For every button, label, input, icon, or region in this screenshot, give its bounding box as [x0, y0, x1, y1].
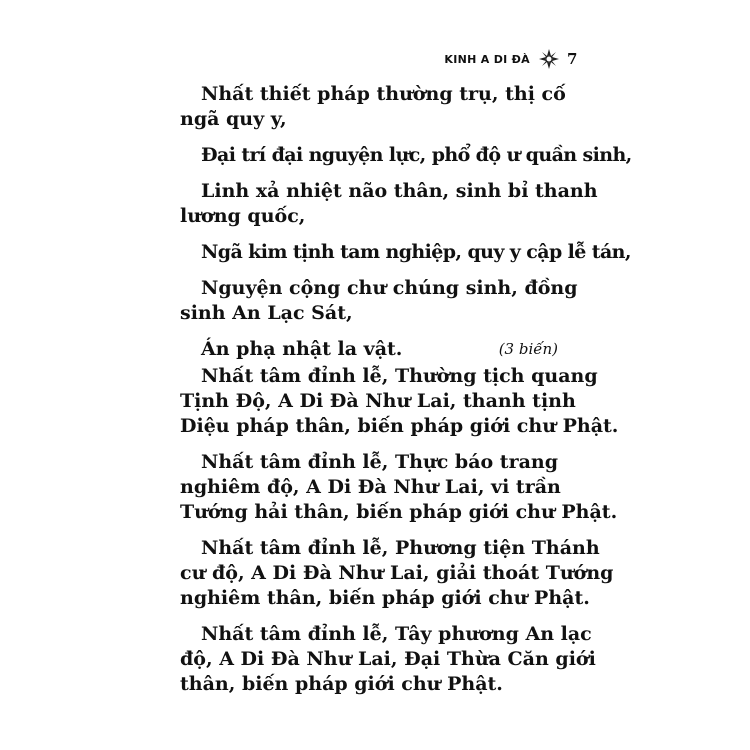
lotus-ornament-icon: [538, 48, 560, 70]
verse: [180, 337, 558, 362]
prostration-paragraph: [180, 450, 618, 525]
paragraph-line: nghiêm độ, A Di Đà Như Lai, vi trần: [180, 476, 561, 498]
paragraph-line: Tướng hải thân, biến pháp giới chư Phật.: [180, 501, 618, 523]
verse-line: Án phạ nhật la vật.: [201, 338, 403, 360]
paragraph-line: nghiêm thân, biến pháp giới chư Phật.: [180, 587, 590, 609]
verse: [180, 82, 566, 132]
repetition-note: (3 biến): [498, 340, 558, 358]
paragraph-line: Diệu pháp thân, biến pháp giới chư Phật.: [180, 415, 619, 437]
book-title: KINH A DI ĐÀ: [444, 52, 530, 66]
paragraph-line: Nhất tâm đỉnh lễ, Thực báo trang: [201, 451, 559, 473]
prostration-paragraph: [180, 364, 619, 439]
paragraph-line: Nhất tâm đỉnh lễ, Thường tịch quang: [201, 365, 598, 387]
page-number: 7: [567, 50, 578, 68]
paragraph-line: Nhất tâm đỉnh lễ, Phương tiện Thánh: [201, 537, 600, 559]
verse: [180, 143, 632, 168]
verse-line: Nhất thiết pháp thường trụ, thị cố: [201, 83, 566, 105]
verse-line: Ngã kim tịnh tam nghiệp, quy y cập lễ tán,: [201, 241, 631, 263]
verse-line: sinh An Lạc Sát,: [180, 302, 353, 324]
verse-line: lương quốc,: [180, 205, 306, 227]
prostration-paragraph: [180, 536, 614, 611]
running-header: [444, 48, 560, 70]
verse: [180, 240, 631, 265]
verse: [180, 276, 578, 326]
verse-line: Đại trí đại nguyện lực, phổ độ ư quần sinh,: [201, 144, 632, 166]
scripture-text: [180, 82, 632, 697]
paragraph-line: cư độ, A Di Đà Như Lai, giải thoát Tướng: [180, 562, 614, 584]
verse: [180, 179, 598, 229]
paragraph-line: Nhất tâm đỉnh lễ, Tây phương An lạc: [201, 623, 592, 645]
verse-line-with-note: [180, 337, 558, 362]
paragraph-line: thân, biến pháp giới chư Phật.: [180, 673, 503, 695]
verse-line: Linh xả nhiệt não thân, sinh bỉ thanh: [201, 180, 598, 202]
paragraph-line: độ, A Di Đà Như Lai, Đại Thừa Căn giới: [180, 648, 596, 670]
verse-line: ngã quy y,: [180, 108, 287, 130]
paragraph-line: Tịnh Độ, A Di Đà Như Lai, thanh tịnh: [180, 390, 576, 412]
verse-line: Nguyện cộng chư chúng sinh, đồng: [201, 277, 578, 299]
prostration-paragraph: [180, 622, 596, 697]
